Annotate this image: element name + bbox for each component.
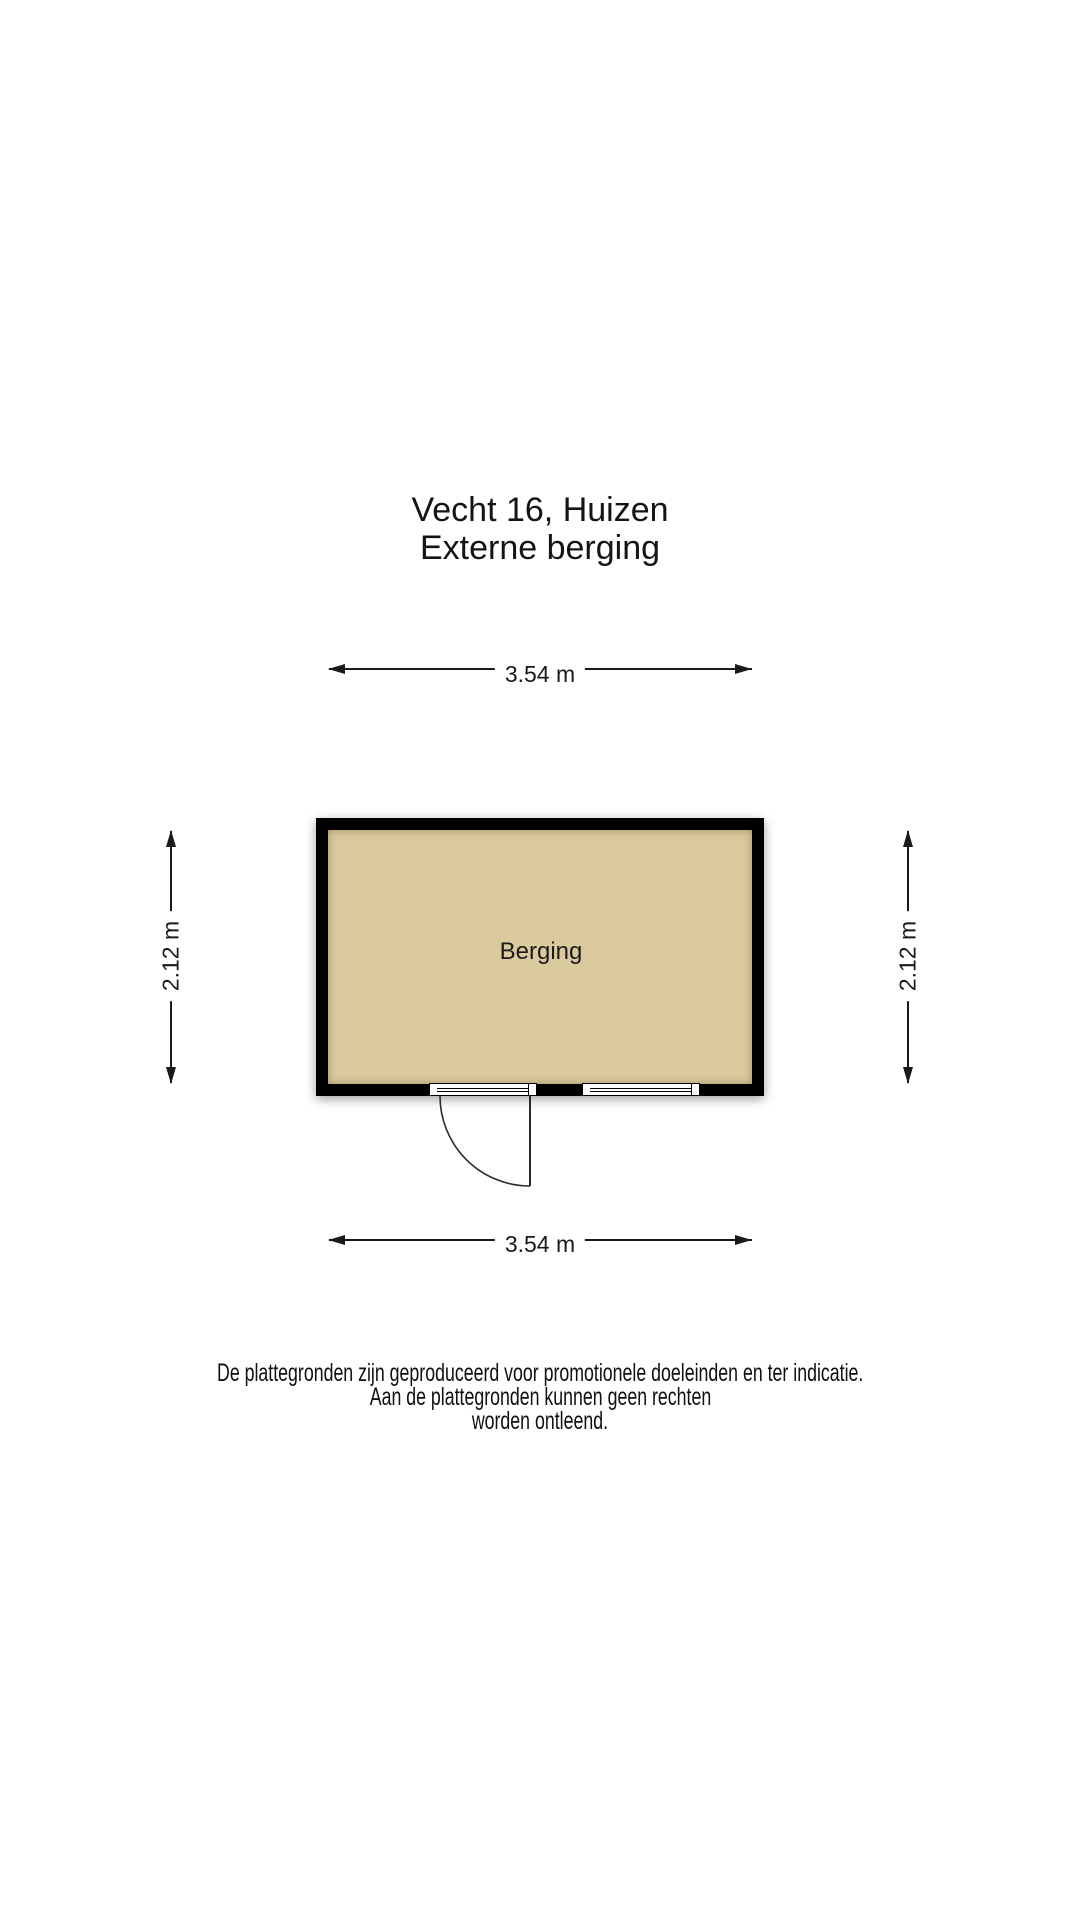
arrowhead-down-icon — [903, 1067, 913, 1084]
arrowhead-up-icon — [166, 830, 176, 847]
arrowhead-down-icon — [166, 1067, 176, 1084]
disclaimer-line: Aan de plattegronden kunnen geen rechten — [369, 1383, 711, 1411]
window-frame-post-right — [691, 1083, 700, 1096]
arrowhead-left-icon — [328, 1235, 345, 1245]
title-address: Vecht 16, Huizen — [411, 491, 669, 529]
window-glazing — [590, 1083, 692, 1096]
footer-disclaimer — [0, 1361, 1080, 1433]
room-label: Berging — [499, 938, 583, 965]
dimension-width-label-bottom: 3.54 m — [495, 1231, 585, 1258]
title-subtitle: Externe berging — [419, 529, 661, 567]
arrowhead-right-icon — [735, 1235, 752, 1245]
disclaimer-line: De plattegronden zijn geproduceerd voor promotionele doeleinden en ter indicatie. — [216, 1359, 864, 1387]
dimension-width-label-top: 3.54 m — [495, 661, 585, 688]
arrowhead-up-icon — [903, 830, 913, 847]
dimension-height-label-right: 2.12 m — [895, 911, 922, 1001]
door-swing-icon — [420, 1090, 550, 1200]
arrowhead-right-icon — [735, 664, 752, 674]
disclaimer-line: worden ontleend. — [471, 1407, 609, 1435]
arrowhead-left-icon — [328, 664, 345, 674]
page-title — [0, 491, 1080, 567]
dimension-height-label-left: 2.12 m — [158, 911, 185, 1001]
